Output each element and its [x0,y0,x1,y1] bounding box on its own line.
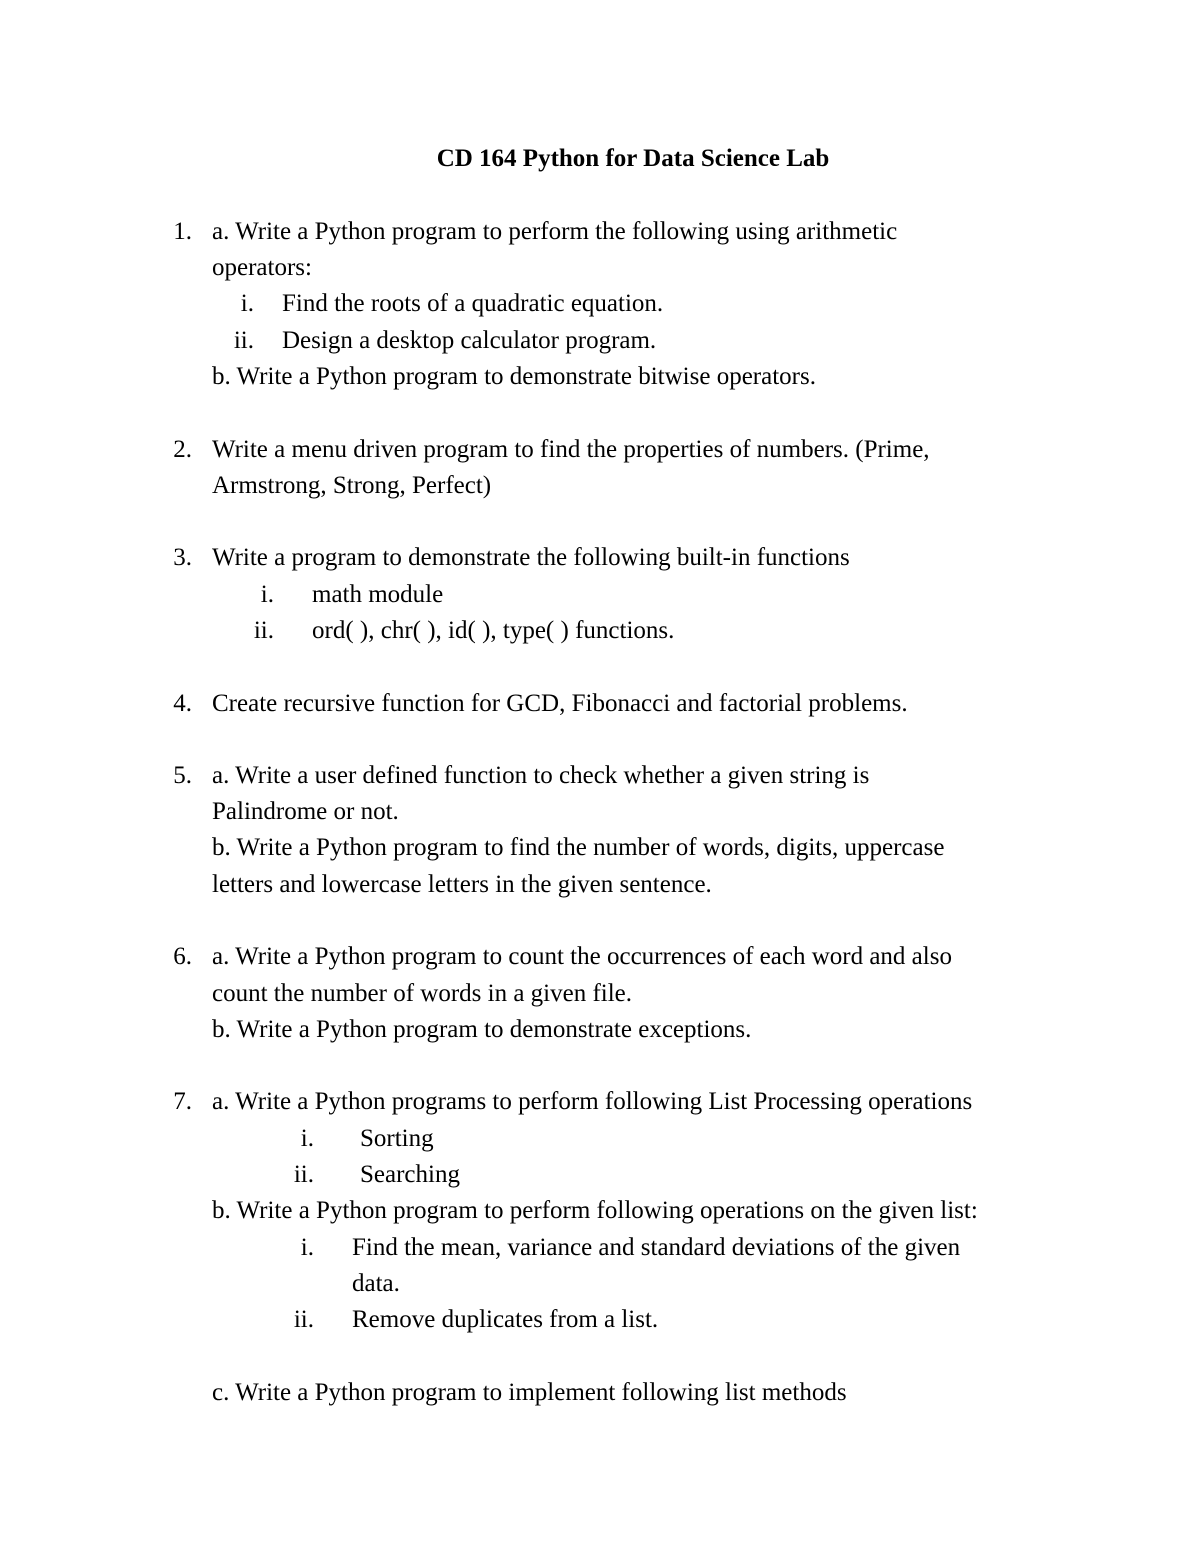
sub-item-text: data. [352,1270,400,1297]
item-text: b. Write a Python program to perform following operations on the given list: [212,1197,978,1224]
sub-item-text: Searching [360,1161,460,1188]
item-text: Palindrome or not. [212,798,399,825]
item-text: Write a program to demonstrate the following built-in functions [212,544,850,571]
item-number: 1. [173,218,192,245]
item-number: 6. [173,943,192,970]
item-text: letters and lowercase letters in the given sentence. [212,871,712,898]
roman-numeral: ii. [233,327,254,354]
item-number: 5. [173,762,192,789]
item-number: 7. [173,1088,192,1115]
item-text: Armstrong, Strong, Perfect) [212,472,492,499]
sub-item-text: math module [312,581,444,608]
sub-item-text: ord( ), chr( ), id( ), type( ) functions. [312,617,675,644]
sub-item-text: Design a desktop calculator program. [282,327,657,354]
item-text: a. Write a user defined function to check whether a given string is [212,762,870,789]
item-number: 3. [173,544,192,571]
roman-numeral: ii. [293,1161,314,1188]
page-title: CD 164 Python for Data Science Lab [436,145,830,172]
roman-numeral: ii. [253,617,274,644]
sub-item-text: Find the roots of a quadratic equation. [282,290,664,317]
item-text: c. Write a Python program to implement following list methods [212,1379,847,1406]
item-text: Create recursive function for GCD, Fibonacci and factorial problems. [212,690,908,717]
item-text: operators: [212,254,312,281]
item-text: Write a menu driven program to find the properties of numbers. (Prime, [212,436,930,463]
item-text: a. Write a Python programs to perform following List Processing operations [212,1088,973,1115]
roman-numeral: i. [260,581,274,608]
sub-item-text: Find the mean, variance and standard deviations of the given [352,1234,961,1261]
roman-numeral: i. [300,1234,314,1261]
item-text: a. Write a Python program to count the occurrences of each word and also [212,943,952,970]
roman-numeral: i. [240,290,254,317]
item-number: 2. [173,436,192,463]
sub-item-text: Remove duplicates from a list. [352,1306,659,1333]
roman-numeral: ii. [293,1306,314,1333]
item-text: b. Write a Python program to find the number of words, digits, uppercase [212,834,945,861]
item-text: b. Write a Python program to demonstrate bitwise operators. [212,363,816,390]
item-number: 4. [173,690,192,717]
item-text: b. Write a Python program to demonstrate exceptions. [212,1016,752,1043]
item-text: a. Write a Python program to perform the following using arithmetic [212,218,898,245]
sub-item-text: Sorting [360,1125,434,1152]
item-text: count the number of words in a given file. [212,980,633,1007]
roman-numeral: i. [300,1125,314,1152]
